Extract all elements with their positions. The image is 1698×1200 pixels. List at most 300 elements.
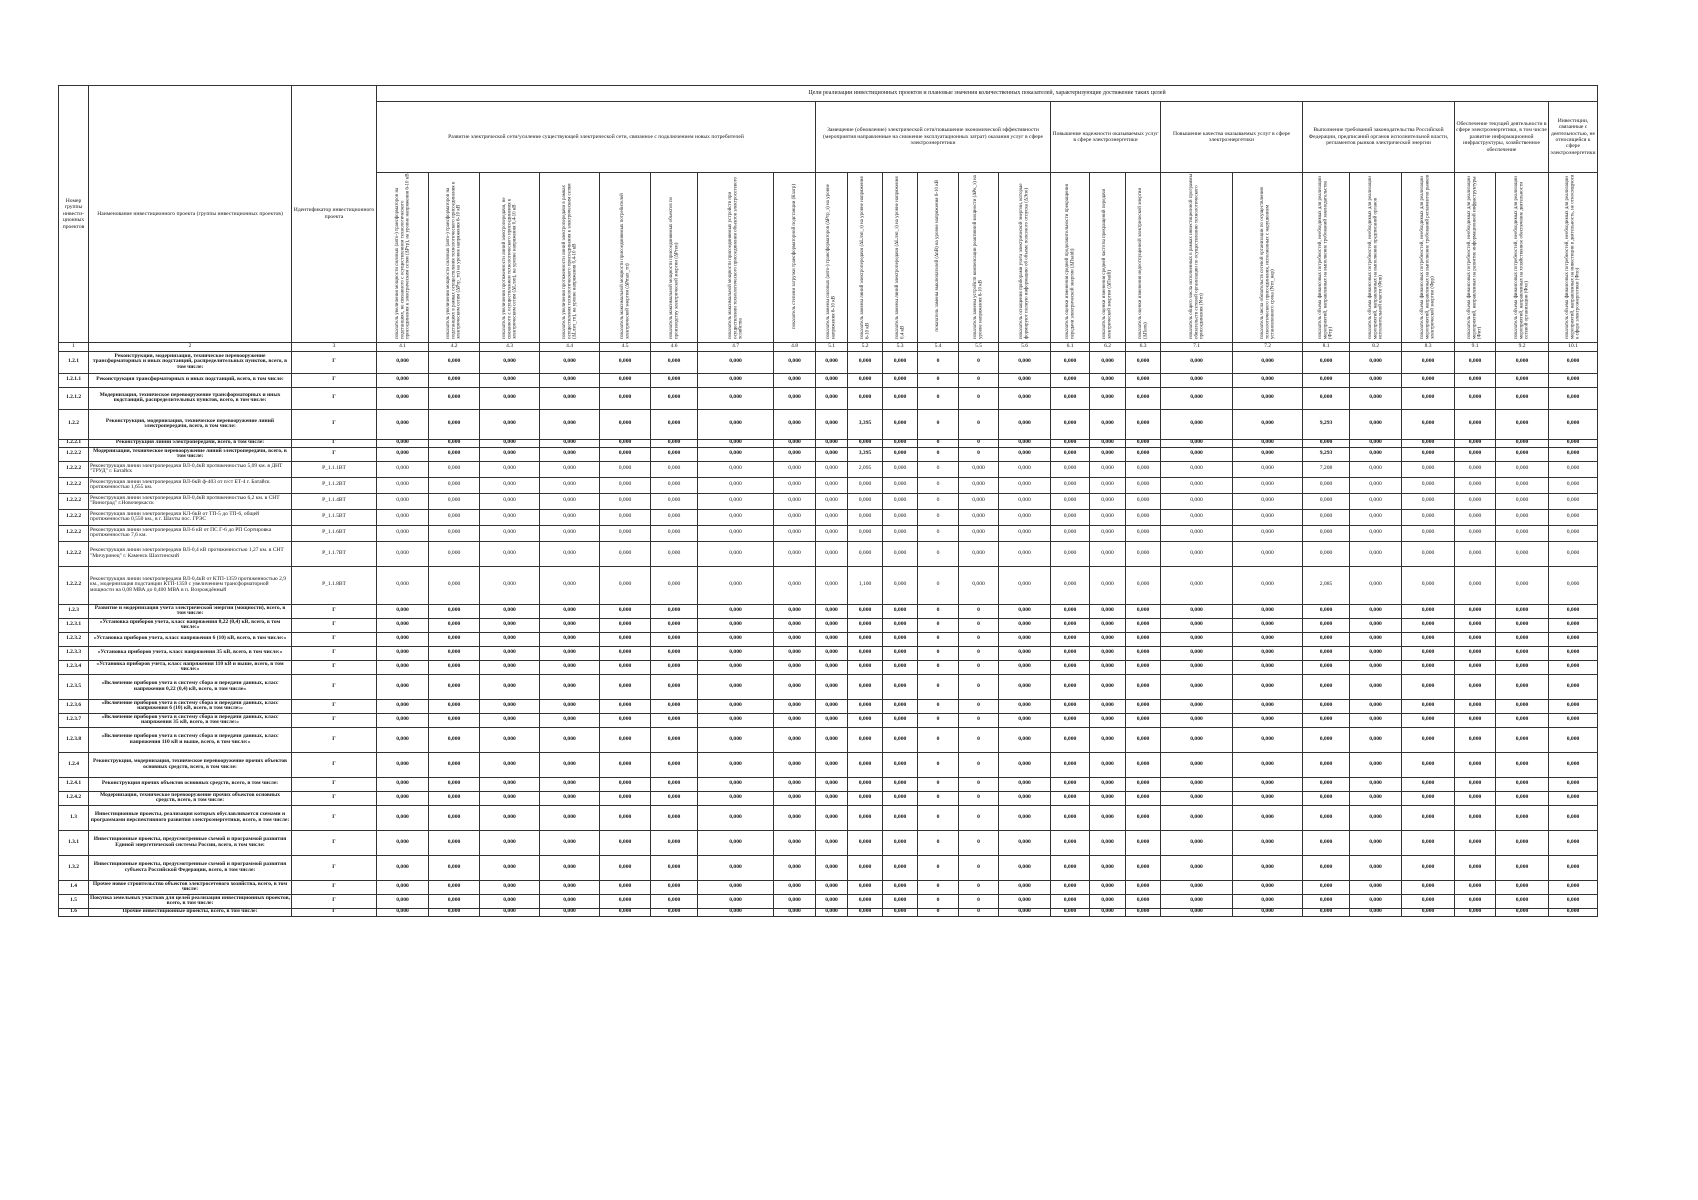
indicator-value: 0,000 xyxy=(377,604,429,618)
project-name: «Включение приборов учета в систему сбора и передачи данных, класс напряжения 35 кВ, всего, в том числе:» xyxy=(89,713,292,727)
indicator-value: 0,000 xyxy=(377,509,429,525)
indicator-value: 0,000 xyxy=(1090,632,1126,646)
indicator-value: 0,000 xyxy=(540,660,600,674)
indicator-value: 0,000 xyxy=(1126,830,1161,855)
indicator-header xyxy=(959,173,999,343)
indicator-value: 0,000 xyxy=(1090,752,1126,777)
indicator-value: 0,000 xyxy=(999,439,1051,447)
indicator-value: 0,000 xyxy=(540,447,600,461)
indicator-value: 0,000 xyxy=(999,674,1051,699)
indicator-value: 0,000 xyxy=(883,830,918,855)
indicator-value: 0,000 xyxy=(377,699,429,713)
project-identifier: P_1.1.2ВТ xyxy=(292,477,377,493)
indicator-value: 0,000 xyxy=(1455,387,1496,409)
project-identifier: P_1.1.8ВТ xyxy=(292,566,377,604)
indicator-value: 0,000 xyxy=(698,855,774,880)
indicator-value: 0,000 xyxy=(1303,477,1350,493)
indicator-value: 0,000 xyxy=(1126,373,1161,387)
indicator-value: 0,000 xyxy=(883,618,918,632)
indicator-value: 0,000 xyxy=(651,541,698,566)
indicator-header-text: показатель объема финансовых потребностей, необходимых для реализации мероприятий, направленных на инвестиции в деятельность, не относящуюся к сфере электроэнергетики (Фпо) xyxy=(1565,174,1581,339)
indicator-header xyxy=(848,173,883,343)
indicator-value: 0,000 xyxy=(1496,447,1549,461)
indicator-value: 0,000 xyxy=(698,894,774,908)
indicator-header-text: показатель увеличения мощности силовых (авто-) трансформаторов на подстанциях, не связанного с осуществлением технологического присоединения к электрическим сетям (∆Pтр), на уровне напряжения 6-10 кВ xyxy=(394,173,411,339)
indicator-value: 0,000 xyxy=(1402,908,1455,916)
indicator-value: 0,000 xyxy=(698,618,774,632)
indicator-value: 0,000 xyxy=(1233,908,1303,916)
indicator-value: 0,000 xyxy=(1090,351,1126,373)
indicator-value: 0,000 xyxy=(651,674,698,699)
indicator-value: 0,000 xyxy=(816,604,848,618)
indicator-value: 0,000 xyxy=(698,461,774,477)
indicator-value: 0,000 xyxy=(883,855,918,880)
indicator-value: 0,000 xyxy=(698,541,774,566)
column-number: 5.4 xyxy=(918,342,959,351)
header-group-reliability: Повышение надежности оказываемых услуг в сфере электроэнергетики xyxy=(1051,102,1161,173)
indicator-value: 0,000 xyxy=(1303,660,1350,674)
indicator-value: 0,000 xyxy=(1090,493,1126,509)
indicator-header xyxy=(651,173,698,343)
project-name: «Включение приборов учета в систему сбора и передачи данных, класс напряжения 6 (10) кВ, всего, в том числе:» xyxy=(89,699,292,713)
indicator-value: 0,000 xyxy=(816,439,848,447)
indicator-value: 0,000 xyxy=(1161,805,1233,830)
project-group-number: 1.2.4 xyxy=(59,752,89,777)
indicator-value: 0,000 xyxy=(1455,880,1496,894)
indicator-value: 0,000 xyxy=(1402,830,1455,855)
indicator-value: 0,000 xyxy=(774,525,816,541)
table-row xyxy=(59,646,1598,660)
indicator-value: 0,000 xyxy=(540,855,600,880)
indicator-value: 0,000 xyxy=(429,805,480,830)
table-row xyxy=(59,699,1598,713)
project-group-number: 1.2.3.3 xyxy=(59,646,89,660)
indicator-value: 0,000 xyxy=(1402,855,1455,880)
indicator-value: 0 xyxy=(918,604,959,618)
indicator-value: 9,293 xyxy=(1303,447,1350,461)
indicator-value: 0,000 xyxy=(1233,618,1303,632)
column-number: 8.1 xyxy=(1303,342,1350,351)
indicator-value: 0,000 xyxy=(1051,604,1090,618)
project-identifier: Г xyxy=(292,439,377,447)
indicator-value: 0,000 xyxy=(999,604,1051,618)
indicator-value: 0,000 xyxy=(429,566,480,604)
indicator-value: 0 xyxy=(959,447,999,461)
indicator-header xyxy=(918,173,959,343)
indicator-value: 0,000 xyxy=(698,908,774,916)
indicator-header xyxy=(698,173,774,343)
indicator-value: 0,000 xyxy=(774,791,816,805)
indicator-value: 0,000 xyxy=(1350,461,1402,477)
indicator-value: 0,000 xyxy=(1161,447,1233,461)
indicator-value: 0,000 xyxy=(774,727,816,752)
indicator-value: 0,000 xyxy=(1090,727,1126,752)
table-row xyxy=(59,604,1598,618)
project-group-number: 1.2.2.2 xyxy=(59,477,89,493)
indicator-value: 0 xyxy=(918,477,959,493)
column-number: 6.1 xyxy=(1051,342,1090,351)
indicator-value: 0,000 xyxy=(883,447,918,461)
indicator-value: 0,000 xyxy=(651,660,698,674)
indicator-value: 0,000 xyxy=(1350,439,1402,447)
indicator-value: 0,000 xyxy=(1303,777,1350,791)
project-identifier: Г xyxy=(292,791,377,805)
table-row xyxy=(59,830,1598,855)
indicator-value: 0,000 xyxy=(377,477,429,493)
indicator-value: 0 xyxy=(918,791,959,805)
indicator-value: 0,000 xyxy=(848,632,883,646)
indicator-value: 0,000 xyxy=(480,713,540,727)
indicator-value: 0,000 xyxy=(480,541,540,566)
indicator-value: 0,000 xyxy=(540,674,600,699)
indicator-value: 0,000 xyxy=(1051,791,1090,805)
indicator-value: 0,000 xyxy=(816,805,848,830)
indicator-value: 0,000 xyxy=(1233,566,1303,604)
indicator-value: 0,000 xyxy=(883,604,918,618)
indicator-value: 0,000 xyxy=(698,660,774,674)
indicator-value: 0,000 xyxy=(1549,439,1598,447)
project-group-number: 1.2.2.2 xyxy=(59,541,89,566)
indicator-value: 0,000 xyxy=(1549,777,1598,791)
indicator-value: 0,000 xyxy=(1161,713,1233,727)
indicator-value: 0,000 xyxy=(883,439,918,447)
indicator-value: 0,000 xyxy=(1303,855,1350,880)
indicator-value: 0 xyxy=(959,439,999,447)
indicator-value: 0,000 xyxy=(1402,461,1455,477)
indicator-value: 0,000 xyxy=(816,447,848,461)
indicator-value: 0,000 xyxy=(651,373,698,387)
indicator-value: 0,000 xyxy=(1350,805,1402,830)
indicator-value: 0,000 xyxy=(698,409,774,439)
indicator-value: 0,000 xyxy=(1303,713,1350,727)
indicator-value: 0,000 xyxy=(999,880,1051,894)
indicator-value: 0,000 xyxy=(1402,373,1455,387)
indicator-value: 0,000 xyxy=(816,461,848,477)
indicator-value: 0,000 xyxy=(848,525,883,541)
indicator-header-text: показатель объема финансовых потребностей, необходимых для реализации мероприятий, направленных на выполнение требований регламентов рынков электрической энергии (Фрр) xyxy=(1420,174,1436,339)
indicator-value: 0,000 xyxy=(1496,805,1549,830)
indicator-value: 0,000 xyxy=(600,752,651,777)
indicator-value: 0,000 xyxy=(1161,461,1233,477)
indicator-value: 0,000 xyxy=(1090,777,1126,791)
indicator-value: 0,000 xyxy=(959,461,999,477)
indicator-value: 0,000 xyxy=(999,713,1051,727)
indicator-value: 0 xyxy=(918,894,959,908)
indicator-value: 0,000 xyxy=(816,566,848,604)
indicator-value: 0,000 xyxy=(1402,387,1455,409)
project-group-number: 1.4 xyxy=(59,880,89,894)
header-group-development: Развитие электрической сети/усиление существующей электрической сети, связанное с подключением новых потребителей xyxy=(377,102,816,173)
column-number: 4.2 xyxy=(429,342,480,351)
indicator-value: 0,000 xyxy=(1233,373,1303,387)
indicator-value: 0 xyxy=(918,660,959,674)
indicator-value: 0,000 xyxy=(600,908,651,916)
indicator-value: 0,000 xyxy=(698,830,774,855)
indicator-value: 0 xyxy=(959,699,999,713)
indicator-value: 0,000 xyxy=(1090,791,1126,805)
indicator-value: 0,000 xyxy=(1303,894,1350,908)
indicator-value: 0,000 xyxy=(1455,541,1496,566)
indicator-value: 0,000 xyxy=(1051,894,1090,908)
indicator-value: 0,000 xyxy=(999,908,1051,916)
indicator-value: 0,000 xyxy=(883,727,918,752)
indicator-header-text: показатель степени загрузки трансформаторной подстанции (Кзагр) xyxy=(791,183,797,329)
indicator-value: 0,000 xyxy=(377,727,429,752)
indicator-value: 0,000 xyxy=(848,752,883,777)
indicator-value: 0,000 xyxy=(429,618,480,632)
indicator-value: 0,000 xyxy=(848,604,883,618)
indicator-value: 0,000 xyxy=(1350,727,1402,752)
indicator-value: 0,000 xyxy=(1161,409,1233,439)
indicator-value: 0,000 xyxy=(883,632,918,646)
table-row xyxy=(59,525,1598,541)
indicator-value: 0,000 xyxy=(377,646,429,660)
indicator-value: 0,000 xyxy=(480,894,540,908)
indicator-value: 0,000 xyxy=(1402,566,1455,604)
indicator-value: 0 xyxy=(918,409,959,439)
indicator-value: 0,000 xyxy=(651,632,698,646)
project-identifier: Г xyxy=(292,699,377,713)
indicator-value: 0,000 xyxy=(1051,618,1090,632)
project-name: Реконструкция линии электропередачи ВЛ-0,4кВ от КТП-1359 протяженностью 2,9 км., модернизация подстанции КТП-1359 с увеличением трансформаторной мощности на 0,08 МВА до 0,400 МВА в п. Возрождённый xyxy=(89,566,292,604)
indicator-value: 2,085 xyxy=(1303,566,1350,604)
indicator-value: 0,000 xyxy=(1402,447,1455,461)
indicator-header-text: показатель замены устройств компенсации реактивной мощности (∆Pк_з) на уровне напряжения 6-10 кВ xyxy=(973,175,984,339)
indicator-value: 0,000 xyxy=(816,880,848,894)
indicator-value: 0,000 xyxy=(959,509,999,525)
indicator-value: 0 xyxy=(918,351,959,373)
indicator-header xyxy=(1161,173,1233,343)
indicator-header xyxy=(480,173,540,343)
indicator-value: 0,000 xyxy=(540,805,600,830)
indicator-value: 0,000 xyxy=(1090,509,1126,525)
indicator-value: 0,000 xyxy=(698,509,774,525)
indicator-value: 0,000 xyxy=(816,351,848,373)
indicator-value: 0,000 xyxy=(774,713,816,727)
indicator-value: 0,000 xyxy=(600,674,651,699)
indicator-value: 0,000 xyxy=(1233,493,1303,509)
indicator-value: 0,000 xyxy=(1051,373,1090,387)
indicator-value: 0,000 xyxy=(1496,618,1549,632)
indicator-value: 0,000 xyxy=(1350,752,1402,777)
column-number: 4.3 xyxy=(480,342,540,351)
indicator-value: 0,000 xyxy=(848,493,883,509)
indicator-value: 0,000 xyxy=(377,713,429,727)
indicator-value: 0,000 xyxy=(883,880,918,894)
indicator-value: 0,000 xyxy=(540,777,600,791)
indicator-value: 0,000 xyxy=(774,880,816,894)
indicator-value: 0,000 xyxy=(377,674,429,699)
indicator-value: 0,000 xyxy=(540,752,600,777)
indicator-value: 0,000 xyxy=(1233,461,1303,477)
project-identifier: Г xyxy=(292,805,377,830)
indicator-value: 0,000 xyxy=(429,525,480,541)
indicator-value: 0,000 xyxy=(883,646,918,660)
column-number: 1 xyxy=(59,342,89,351)
table-row xyxy=(59,566,1598,604)
indicator-value: 0,000 xyxy=(429,830,480,855)
indicator-value: 0,000 xyxy=(1455,660,1496,674)
indicator-value: 0 xyxy=(959,387,999,409)
indicator-value: 0,000 xyxy=(540,387,600,409)
indicator-value: 0,000 xyxy=(883,525,918,541)
indicator-header-text: показатель максимальной мощности присоединяемых потребителей электрической энергии (∆Pmax_тп) xyxy=(619,193,630,339)
indicator-value: 0,000 xyxy=(1455,713,1496,727)
project-name: Инвестиционные проекты, реализация которых обуславливается схемами и программами перспективного развития электроэнергетики, всего, в том числе: xyxy=(89,805,292,830)
indicator-value: 0,000 xyxy=(774,439,816,447)
indicator-value: 0,000 xyxy=(1233,525,1303,541)
indicator-value: 0,000 xyxy=(816,908,848,916)
indicator-value: 0,000 xyxy=(651,604,698,618)
project-group-number: 1.3 xyxy=(59,805,89,830)
indicator-value: 0,000 xyxy=(1090,713,1126,727)
indicator-value: 0,000 xyxy=(1233,351,1303,373)
indicator-value: 0,000 xyxy=(1303,373,1350,387)
indicator-value: 0,000 xyxy=(848,373,883,387)
table-row xyxy=(59,373,1598,387)
indicator-value: 0,000 xyxy=(999,855,1051,880)
indicator-value: 0,000 xyxy=(1402,493,1455,509)
indicator-value: 0,000 xyxy=(999,752,1051,777)
indicator-value: 0,000 xyxy=(1496,461,1549,477)
indicator-value: 0,000 xyxy=(1350,894,1402,908)
indicator-value: 0,000 xyxy=(1303,632,1350,646)
indicator-value: 0,000 xyxy=(1350,351,1402,373)
indicator-value: 0,000 xyxy=(1549,805,1598,830)
indicator-value: 0,000 xyxy=(429,674,480,699)
indicator-value: 0,000 xyxy=(480,646,540,660)
indicator-value: 0,000 xyxy=(377,805,429,830)
project-group-number: 1.2.3.4 xyxy=(59,660,89,674)
indicator-value: 0,000 xyxy=(600,660,651,674)
column-number: 4.1 xyxy=(377,342,429,351)
indicator-value: 0,000 xyxy=(1402,805,1455,830)
indicator-header xyxy=(540,173,600,343)
project-name: Модернизация, техническое перевооружение линий электропередачи, всего, в том числе: xyxy=(89,447,292,461)
indicator-value: 0,000 xyxy=(1233,894,1303,908)
indicator-value: 0,000 xyxy=(1402,632,1455,646)
indicator-header-text: показатель числа обязательств сетевой организации по осуществлению технологического присоединения, исполненных с нарушением установленного срока (Nтп_нар) xyxy=(1259,186,1276,339)
indicator-value: 0,000 xyxy=(883,373,918,387)
indicator-value: 0,000 xyxy=(848,646,883,660)
indicator-value: 0,000 xyxy=(698,447,774,461)
indicator-value: 0,000 xyxy=(651,699,698,713)
indicator-value: 0 xyxy=(918,525,959,541)
indicator-value: 0,000 xyxy=(480,439,540,447)
indicator-value: 0,000 xyxy=(429,908,480,916)
project-group-number: 1.2.1.2 xyxy=(59,387,89,409)
indicator-value: 0,000 xyxy=(1350,618,1402,632)
indicator-value: 0,000 xyxy=(1233,855,1303,880)
indicator-value: 0,000 xyxy=(1455,855,1496,880)
indicator-value: 0,000 xyxy=(1126,805,1161,830)
indicator-value: 0,000 xyxy=(1303,727,1350,752)
indicator-value: 0,000 xyxy=(999,777,1051,791)
indicator-value: 0,000 xyxy=(774,461,816,477)
indicator-value: 0,000 xyxy=(1549,351,1598,373)
indicator-value: 0,000 xyxy=(540,509,600,525)
project-name: Реконструкция трансформаторных и иных подстанций, всего, в том числе: xyxy=(89,373,292,387)
indicator-value: 0,000 xyxy=(883,699,918,713)
indicator-value: 0,000 xyxy=(1496,777,1549,791)
indicator-value: 0,000 xyxy=(651,618,698,632)
indicator-value: 0,000 xyxy=(651,752,698,777)
indicator-value: 0,000 xyxy=(1350,409,1402,439)
project-name: Реконструкция линий электропередачи, всего, в том числе: xyxy=(89,439,292,447)
indicator-value: 0,000 xyxy=(480,908,540,916)
project-name: Реконструкция линии электропередачи КЛ-6кВ от ТП-5 до ТП-6, общей протяженностью 0,550 км., в г. Шахты пос. ГРЭС xyxy=(89,509,292,525)
indicator-value: 0,000 xyxy=(651,713,698,727)
indicator-value: 0,000 xyxy=(1233,752,1303,777)
indicator-value: 0,000 xyxy=(1350,604,1402,618)
indicator-value: 0,000 xyxy=(1496,632,1549,646)
indicator-value: 0,000 xyxy=(1233,660,1303,674)
table-row xyxy=(59,439,1598,447)
indicator-value: 0,000 xyxy=(959,477,999,493)
indicator-value: 0,000 xyxy=(1233,509,1303,525)
indicator-value: 0,000 xyxy=(1090,525,1126,541)
indicator-value: 0,000 xyxy=(1126,752,1161,777)
indicator-value: 0,000 xyxy=(1126,541,1161,566)
project-identifier: Г xyxy=(292,752,377,777)
indicator-value: 0,000 xyxy=(698,604,774,618)
project-group-number: 1.2.2.2 xyxy=(59,493,89,509)
indicator-value: 0,000 xyxy=(1051,387,1090,409)
indicator-value: 0,000 xyxy=(1350,908,1402,916)
indicator-value: 0,000 xyxy=(698,566,774,604)
project-identifier: Г xyxy=(292,646,377,660)
indicator-value: 0 xyxy=(918,646,959,660)
indicator-value: 0,000 xyxy=(540,439,600,447)
indicator-value: 0,000 xyxy=(848,477,883,493)
indicator-value: 0,000 xyxy=(1233,541,1303,566)
project-identifier: Г xyxy=(292,660,377,674)
indicator-value: 0,000 xyxy=(774,509,816,525)
indicator-header-text: показатель оценки изменения средней продолжительности прекращения передачи электрической энергии (∆Пsaidi) xyxy=(1064,184,1075,339)
table-row xyxy=(59,447,1598,461)
indicator-value: 0,000 xyxy=(480,566,540,604)
indicator-value: 0,000 xyxy=(1233,880,1303,894)
indicator-value: 0,000 xyxy=(698,777,774,791)
indicator-value: 0,000 xyxy=(600,894,651,908)
indicator-value: 0,000 xyxy=(1233,477,1303,493)
indicator-value: 0 xyxy=(959,805,999,830)
indicator-value: 0,000 xyxy=(429,351,480,373)
indicator-value: 0,000 xyxy=(1303,618,1350,632)
indicator-value: 0,000 xyxy=(1350,477,1402,493)
indicator-value: 0,000 xyxy=(1549,541,1598,566)
indicator-value: 0,000 xyxy=(480,493,540,509)
indicator-value: 0,000 xyxy=(1496,493,1549,509)
indicator-value: 0,000 xyxy=(1126,908,1161,916)
indicator-value: 0,000 xyxy=(698,439,774,447)
project-identifier: P_1.1.6ВТ xyxy=(292,525,377,541)
indicator-value: 0,000 xyxy=(848,509,883,525)
indicator-header xyxy=(1233,173,1303,343)
column-number: 6.3 xyxy=(1126,342,1161,351)
indicator-value: 0,000 xyxy=(1402,791,1455,805)
indicator-value: 0,000 xyxy=(651,509,698,525)
indicator-value: 0,000 xyxy=(1233,409,1303,439)
indicator-value: 0,000 xyxy=(1402,727,1455,752)
indicator-value: 0,000 xyxy=(1090,439,1126,447)
indicator-value: 0,000 xyxy=(600,727,651,752)
indicator-value: 0,000 xyxy=(1090,908,1126,916)
indicator-value: 0,000 xyxy=(1402,409,1455,439)
indicator-value: 0,000 xyxy=(480,660,540,674)
indicator-value: 0,000 xyxy=(1549,493,1598,509)
project-group-number: 1.2.3 xyxy=(59,604,89,618)
